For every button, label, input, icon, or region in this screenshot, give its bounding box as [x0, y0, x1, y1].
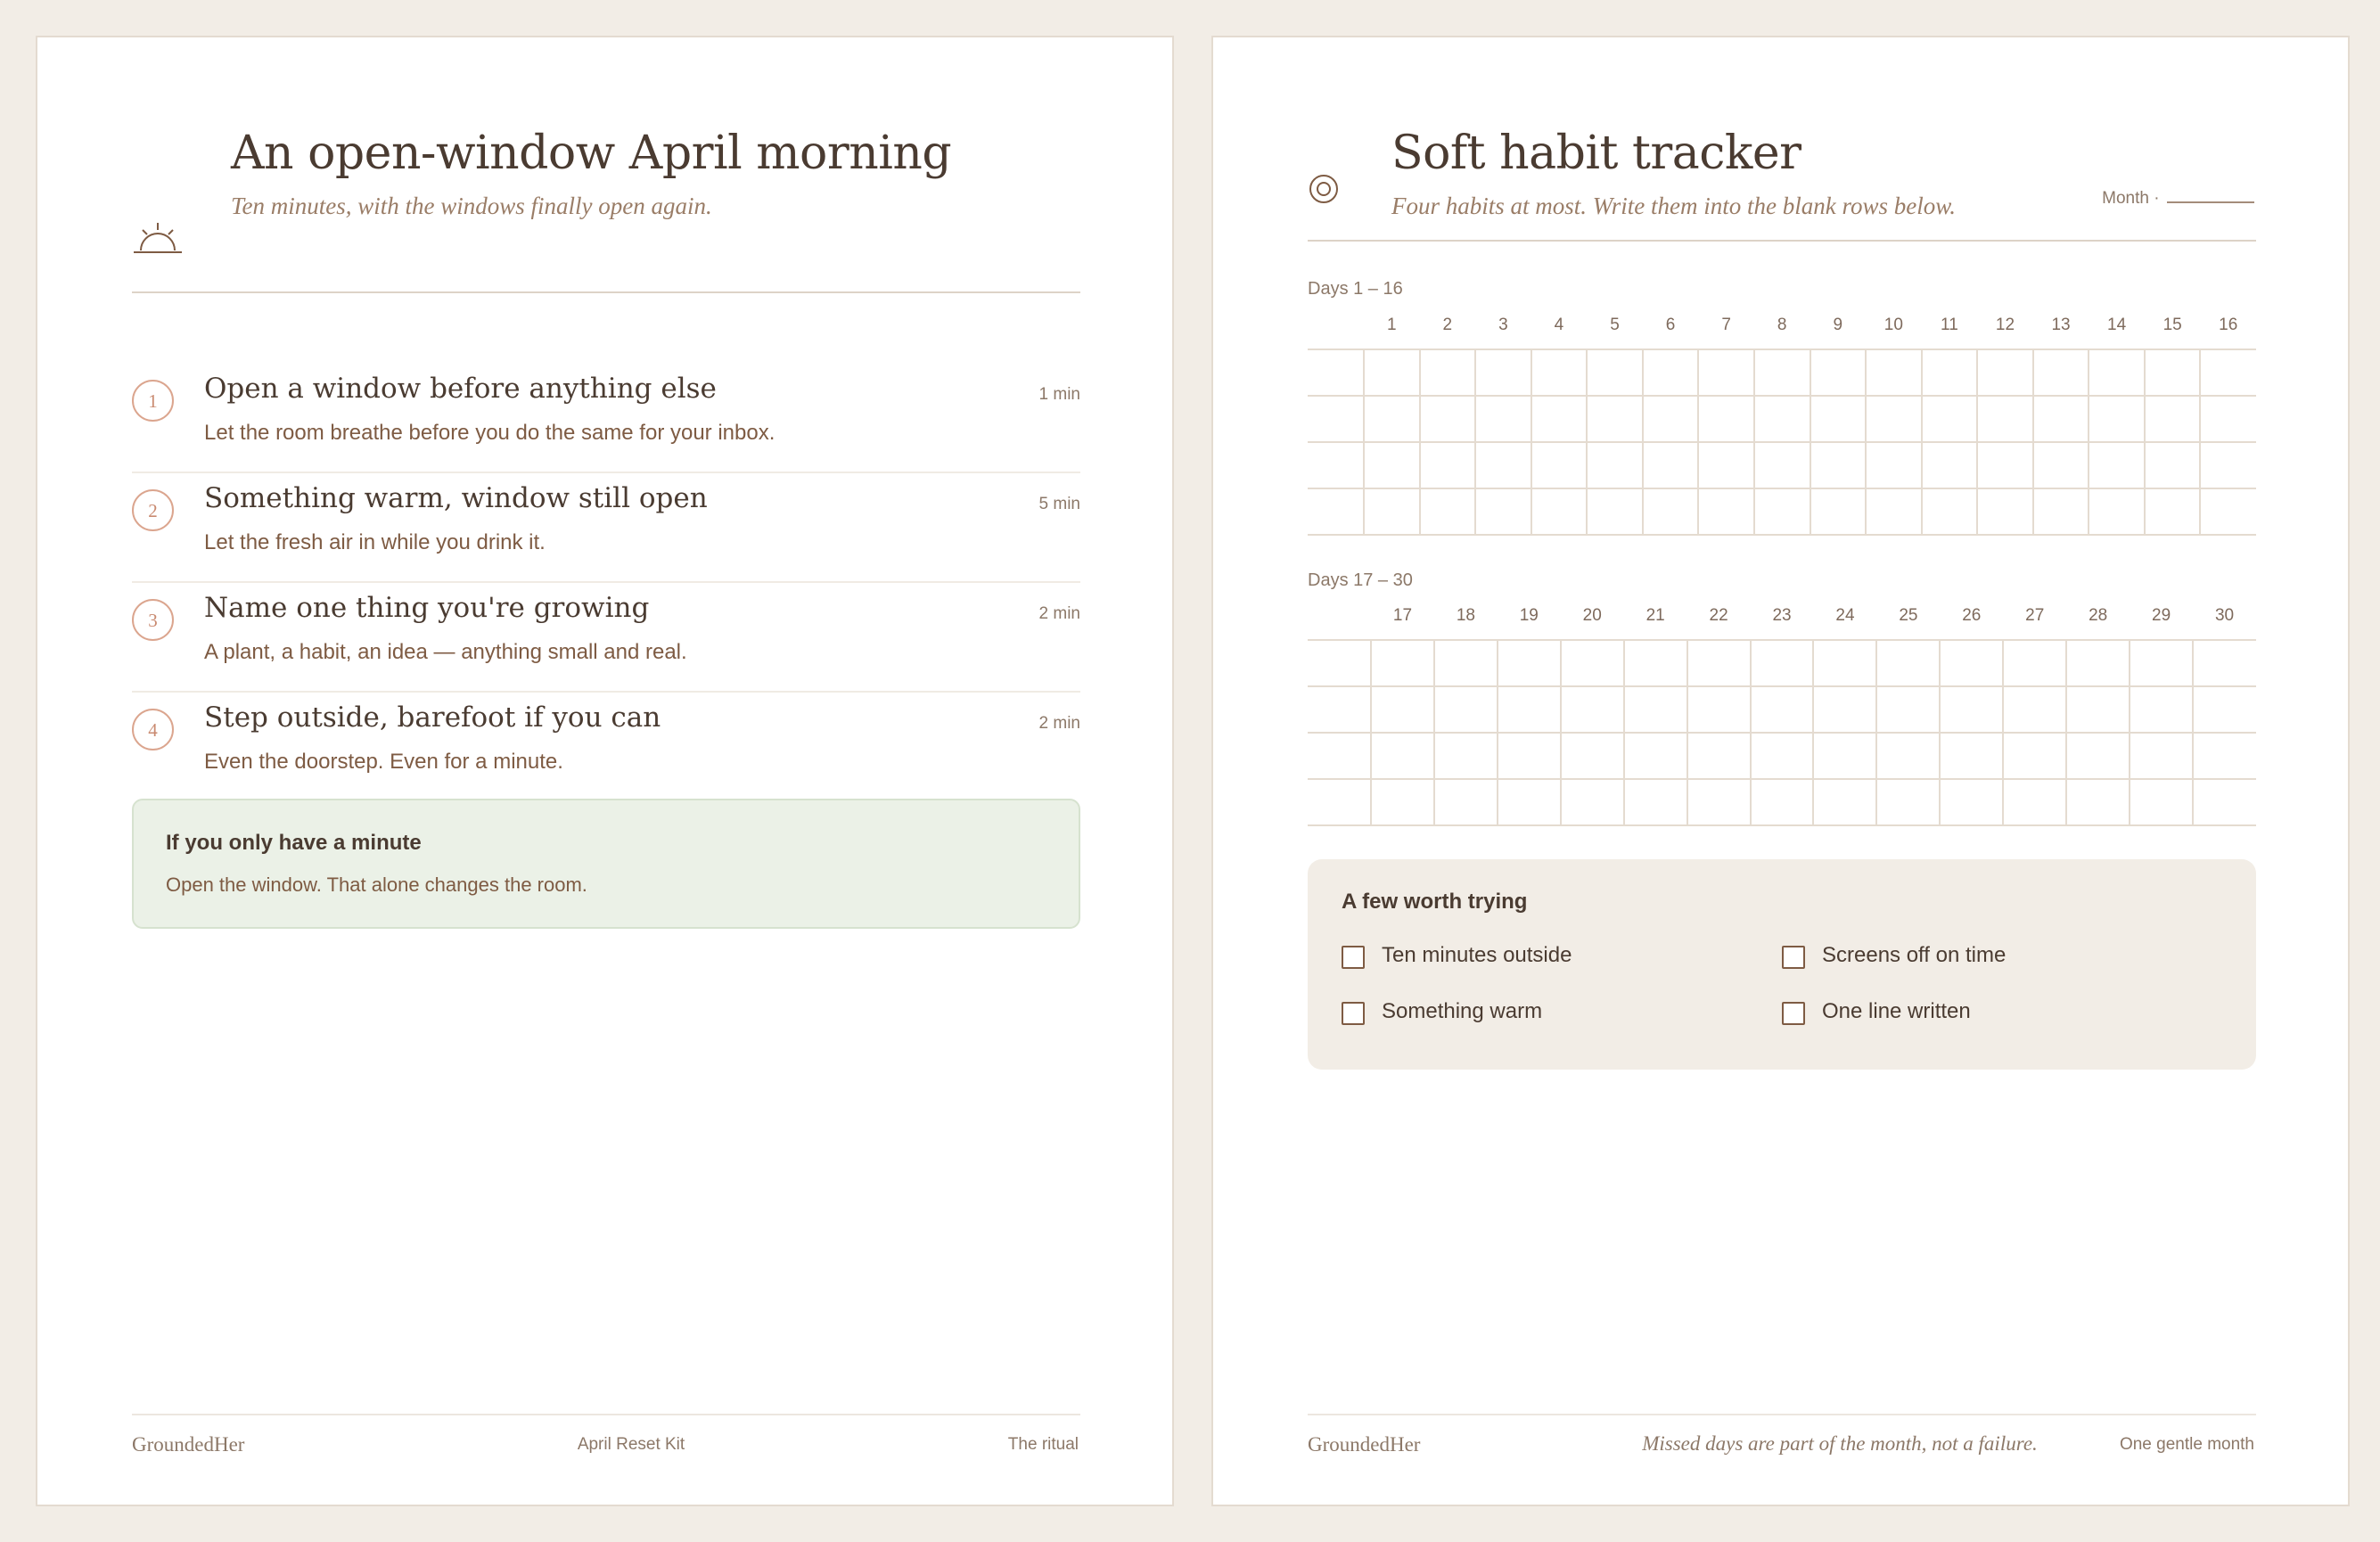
day-cell[interactable] — [1434, 686, 1498, 733]
day-number: 4 — [1554, 316, 1564, 334]
day-cell[interactable] — [1643, 488, 1699, 535]
day-cell[interactable] — [2003, 733, 2066, 779]
day-cell[interactable] — [1687, 686, 1751, 733]
day-cell[interactable] — [1813, 686, 1876, 733]
day-number: 8 — [1777, 316, 1787, 334]
day-number: 19 — [1519, 606, 1539, 625]
day-cell[interactable] — [1371, 779, 1434, 825]
footer-section-name: One gentle month — [2119, 1435, 2254, 1454]
day-number: 9 — [1833, 316, 1843, 334]
day-cell[interactable] — [1754, 396, 1810, 442]
day-number: 7 — [1721, 316, 1731, 334]
day-number: 29 — [2152, 606, 2171, 625]
day-cell[interactable] — [1643, 349, 1699, 396]
day-cell[interactable] — [1813, 733, 1876, 779]
habit-row — [1308, 349, 2256, 396]
day-cell[interactable] — [1531, 442, 1588, 488]
day-cell[interactable] — [1531, 488, 1588, 535]
step-number: 3 — [132, 599, 174, 641]
day-cell[interactable] — [2033, 442, 2089, 488]
day-number: 12 — [1995, 316, 2015, 334]
habit-row — [1308, 733, 2256, 779]
day-cell[interactable] — [1876, 733, 1940, 779]
step-title: Step outside, barefoot if you can — [204, 701, 661, 734]
day-number: 26 — [1962, 606, 1982, 625]
day-number: 22 — [1709, 606, 1728, 625]
day-cell[interactable] — [1940, 779, 2003, 825]
minute-callout — [132, 799, 1080, 929]
day-cell[interactable] — [1498, 733, 1561, 779]
ritual-page — [36, 36, 1174, 1506]
day-cell[interactable] — [2003, 779, 2066, 825]
step-description: Let the room breathe before you do the same for your inbox. — [204, 421, 776, 445]
step-description: A plant, a habit, an idea — anything small and real. — [204, 640, 687, 664]
day-cell[interactable] — [1751, 686, 1814, 733]
day-cell[interactable] — [1922, 442, 1978, 488]
footer-note: Missed days are part of the month, not a failure. — [1642, 1432, 2038, 1455]
habit-name-cell[interactable] — [1308, 442, 1364, 488]
day-cell[interactable] — [1531, 396, 1588, 442]
page-subtitle: Ten minutes, with the windows finally open again. — [231, 193, 712, 219]
suggestion-label: One line written — [1822, 999, 1971, 1023]
checkbox[interactable] — [1782, 1002, 1805, 1025]
day-number: 21 — [1645, 606, 1665, 625]
day-cell[interactable] — [2089, 349, 2145, 396]
day-cell[interactable] — [2033, 396, 2089, 442]
footer-rule — [132, 1414, 1080, 1415]
footer-kit-name: April Reset Kit — [577, 1435, 685, 1454]
day-number: 27 — [2025, 606, 2045, 625]
step-duration: 1 min — [1038, 385, 1080, 404]
day-cell[interactable] — [1977, 349, 2033, 396]
day-number: 1 — [1386, 316, 1397, 334]
day-cell[interactable] — [1698, 442, 1754, 488]
checkbox[interactable] — [1342, 1002, 1365, 1025]
day-cell[interactable] — [2130, 640, 2193, 686]
day-cell[interactable] — [1498, 779, 1561, 825]
day-cell[interactable] — [1876, 640, 1940, 686]
day-cell[interactable] — [1810, 396, 1867, 442]
days-1-16-label: Days 1 – 16 — [1308, 279, 1403, 299]
day-cell[interactable] — [1420, 396, 1476, 442]
day-cell[interactable] — [1754, 349, 1810, 396]
day-cell[interactable] — [1364, 396, 1420, 442]
day-number: 13 — [2051, 316, 2071, 334]
step-duration: 2 min — [1038, 714, 1080, 733]
habit-name-cell[interactable] — [1308, 733, 1371, 779]
page-title: An open-window April morning — [231, 127, 952, 180]
day-cell[interactable] — [1364, 442, 1420, 488]
day-cell[interactable] — [2066, 779, 2130, 825]
day-cell[interactable] — [1475, 396, 1531, 442]
month-field[interactable] — [2102, 189, 2254, 209]
day-cell[interactable] — [1751, 640, 1814, 686]
habit-row — [1308, 640, 2256, 686]
day-number: 17 — [1392, 606, 1413, 625]
month-label: Month · — [2102, 189, 2160, 208]
day-cell[interactable] — [1498, 640, 1561, 686]
ritual-step — [132, 362, 1080, 473]
habit-name-cell[interactable] — [1308, 686, 1371, 733]
habit-name-cell[interactable] — [1308, 640, 1371, 686]
day-number: 2 — [1442, 316, 1453, 334]
day-cell[interactable] — [1561, 686, 1624, 733]
day-cell[interactable] — [1940, 686, 2003, 733]
day-cell[interactable] — [2066, 733, 2130, 779]
day-cell[interactable] — [1698, 396, 1754, 442]
day-number: 25 — [1899, 606, 1918, 625]
day-number: 24 — [1835, 606, 1855, 625]
day-cell[interactable] — [1866, 442, 1922, 488]
step-description: Let the fresh air in while you drink it. — [204, 530, 546, 554]
day-cell[interactable] — [1698, 488, 1754, 535]
day-cell[interactable] — [2200, 396, 2256, 442]
month-blank-line[interactable] — [2167, 201, 2254, 203]
ritual-step — [132, 472, 1080, 583]
day-cell[interactable] — [1866, 396, 1922, 442]
day-number: 14 — [2107, 316, 2127, 334]
day-cell[interactable] — [1922, 488, 1978, 535]
day-cell[interactable] — [1977, 442, 2033, 488]
habit-row — [1308, 488, 2256, 535]
day-cell[interactable] — [2033, 488, 2089, 535]
day-number: 11 — [1941, 316, 1958, 334]
day-cell[interactable] — [2145, 442, 2201, 488]
day-cell[interactable] — [1751, 779, 1814, 825]
day-cell[interactable] — [1810, 488, 1867, 535]
day-cell[interactable] — [1587, 442, 1643, 488]
step-title: Name one thing you're growing — [204, 592, 650, 624]
day-cell[interactable] — [1876, 779, 1940, 825]
day-cell[interactable] — [2200, 349, 2256, 396]
day-number: 20 — [1582, 606, 1602, 625]
day-cell[interactable] — [1643, 442, 1699, 488]
day-cell[interactable] — [1531, 349, 1588, 396]
suggestion-label: Something warm — [1382, 999, 1543, 1023]
day-cell[interactable] — [1977, 488, 2033, 535]
day-number: 6 — [1665, 316, 1676, 334]
day-cell[interactable] — [2089, 442, 2145, 488]
day-number: 5 — [1610, 316, 1620, 334]
checkbox[interactable] — [1342, 946, 1365, 969]
habit-name-cell[interactable] — [1308, 779, 1371, 825]
day-cell[interactable] — [2193, 733, 2256, 779]
footer-brand: GroundedHer — [132, 1433, 245, 1456]
day-cell[interactable] — [2193, 779, 2256, 825]
day-cell[interactable] — [2193, 640, 2256, 686]
suggestions-title: A few worth trying — [1342, 890, 1528, 914]
step-title: Open a window before anything else — [204, 373, 717, 405]
day-cell[interactable] — [1922, 349, 1978, 396]
day-number: 23 — [1772, 606, 1792, 625]
habit-name-cell[interactable] — [1308, 349, 1364, 396]
day-cell[interactable] — [1561, 640, 1624, 686]
day-cell[interactable] — [1940, 640, 2003, 686]
day-number: 3 — [1498, 316, 1508, 334]
day-cell[interactable] — [1561, 733, 1624, 779]
day-cell[interactable] — [2145, 488, 2201, 535]
day-cell[interactable] — [1624, 779, 1687, 825]
day-cell[interactable] — [1434, 733, 1498, 779]
day-number: 30 — [2214, 606, 2235, 625]
footer-brand: GroundedHer — [1308, 1433, 1421, 1456]
callout-title: If you only have a minute — [166, 831, 422, 855]
day-cell[interactable] — [2145, 396, 2201, 442]
day-cell[interactable] — [1434, 779, 1498, 825]
day-cell[interactable] — [2066, 686, 2130, 733]
day-cell[interactable] — [1371, 686, 1434, 733]
day-cell[interactable] — [1922, 396, 1978, 442]
day-cell[interactable] — [2130, 733, 2193, 779]
ritual-step — [132, 691, 1080, 800]
day-cell[interactable] — [1687, 779, 1751, 825]
callout-text: Open the window. That alone changes the room. — [166, 874, 587, 896]
day-cell[interactable] — [1475, 442, 1531, 488]
habit-suggestions — [1308, 859, 2256, 1070]
habit-grid-days-1-16[interactable] — [1308, 349, 2256, 536]
day-cell[interactable] — [2003, 686, 2066, 733]
day-cell[interactable] — [1624, 733, 1687, 779]
day-cell[interactable] — [1624, 640, 1687, 686]
day-cell[interactable] — [1364, 349, 1420, 396]
day-cell[interactable] — [2200, 488, 2256, 535]
habit-row — [1308, 686, 2256, 733]
day-cell[interactable] — [2033, 349, 2089, 396]
day-cell[interactable] — [2193, 686, 2256, 733]
step-number: 1 — [132, 380, 174, 422]
day-cell[interactable] — [1561, 779, 1624, 825]
day-cell[interactable] — [1587, 349, 1643, 396]
day-cell[interactable] — [2130, 779, 2193, 825]
habit-name-cell[interactable] — [1308, 396, 1364, 442]
day-number: 16 — [2219, 316, 2238, 334]
day-cell[interactable] — [1371, 733, 1434, 779]
day-cell[interactable] — [2066, 640, 2130, 686]
day-cell[interactable] — [1587, 396, 1643, 442]
day-cell[interactable] — [2089, 488, 2145, 535]
day-cell[interactable] — [1810, 442, 1867, 488]
step-number: 2 — [132, 489, 174, 531]
day-cell[interactable] — [2200, 442, 2256, 488]
day-cell[interactable] — [1754, 442, 1810, 488]
day-cell[interactable] — [1420, 349, 1476, 396]
day-cell[interactable] — [1698, 349, 1754, 396]
day-cell[interactable] — [2003, 640, 2066, 686]
target-icon — [1308, 173, 1340, 205]
day-cell[interactable] — [1810, 349, 1867, 396]
day-cell[interactable] — [1751, 733, 1814, 779]
header-rule — [132, 291, 1080, 293]
step-description: Even the doorstep. Even for a minute. — [204, 750, 563, 774]
day-cell[interactable] — [1434, 640, 1498, 686]
day-cell[interactable] — [1813, 779, 1876, 825]
day-cell[interactable] — [1687, 733, 1751, 779]
page-title: Soft habit tracker — [1391, 127, 1801, 180]
habit-row — [1308, 442, 2256, 488]
step-number: 4 — [132, 709, 174, 750]
day-cell[interactable] — [1624, 686, 1687, 733]
footer-section-name: The ritual — [1007, 1435, 1079, 1454]
day-cell[interactable] — [1475, 349, 1531, 396]
day-number: 15 — [2163, 316, 2182, 334]
days-17-30-label: Days 17 – 30 — [1308, 570, 1413, 590]
day-cell[interactable] — [1866, 349, 1922, 396]
day-number: 10 — [1883, 316, 1903, 334]
day-cell[interactable] — [1420, 488, 1476, 535]
habit-grid-days-17-30[interactable] — [1308, 639, 2256, 826]
habit-row — [1308, 396, 2256, 442]
ritual-step — [132, 581, 1080, 693]
day-cell[interactable] — [1754, 488, 1810, 535]
day-cell[interactable] — [1813, 640, 1876, 686]
day-number: 28 — [2089, 606, 2108, 625]
day-number: 18 — [1456, 606, 1475, 625]
habit-name-cell[interactable] — [1308, 488, 1364, 535]
suggestion-label: Ten minutes outside — [1382, 943, 1572, 967]
step-duration: 2 min — [1038, 604, 1080, 623]
step-duration: 5 min — [1038, 495, 1080, 513]
day-cell[interactable] — [1364, 488, 1420, 535]
day-cell[interactable] — [1371, 640, 1434, 686]
day-cell[interactable] — [1876, 686, 1940, 733]
day-cell[interactable] — [1475, 488, 1531, 535]
day-cell[interactable] — [2089, 396, 2145, 442]
day-cell[interactable] — [1866, 488, 1922, 535]
day-cell[interactable] — [1940, 733, 2003, 779]
day-cell[interactable] — [1420, 442, 1476, 488]
day-cell[interactable] — [1687, 640, 1751, 686]
tracker-page — [1211, 36, 2350, 1506]
page-subtitle: Four habits at most. Write them into the blank rows below. — [1391, 193, 1956, 219]
day-cell[interactable] — [2145, 349, 2201, 396]
day-cell[interactable] — [1498, 686, 1561, 733]
checkbox[interactable] — [1782, 946, 1805, 969]
sunrise-icon — [132, 221, 184, 255]
habit-row — [1308, 779, 2256, 825]
day-cell[interactable] — [1977, 396, 2033, 442]
day-cell[interactable] — [1587, 488, 1643, 535]
footer-rule — [1308, 1414, 2256, 1415]
day-cell[interactable] — [2130, 686, 2193, 733]
suggestion-label: Screens off on time — [1822, 943, 2007, 967]
day-cell[interactable] — [1643, 396, 1699, 442]
step-title: Something warm, window still open — [204, 482, 708, 514]
header-rule — [1308, 240, 2256, 242]
